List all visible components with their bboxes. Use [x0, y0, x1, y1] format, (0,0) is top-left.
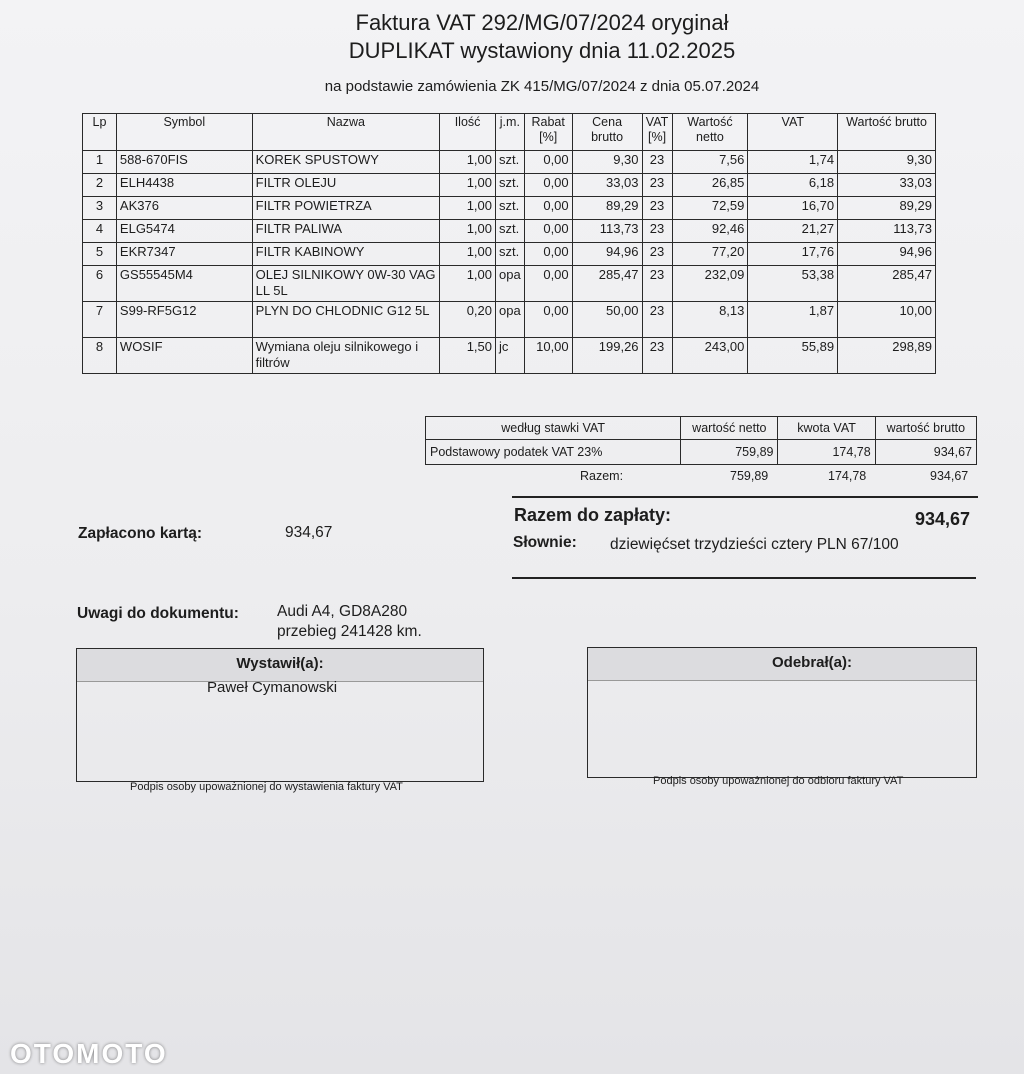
table-cell: 17,76	[748, 243, 838, 266]
receiver-box-title: Odebrał(a):	[771, 654, 852, 671]
table-cell: 285,47	[838, 266, 936, 302]
table-cell: 1,00	[440, 197, 496, 220]
table-cell: 89,29	[838, 197, 936, 220]
issuer-name: Paweł Cymanowski	[207, 679, 338, 696]
table-cell: 5	[83, 243, 117, 266]
items-column-header: Lp	[83, 114, 117, 151]
total-divider-top	[512, 496, 978, 498]
table-cell: 232,09	[672, 266, 748, 302]
table-cell: opa	[496, 266, 525, 302]
table-cell: 26,85	[672, 174, 748, 197]
table-cell: 10,00	[524, 338, 572, 374]
table-cell: 0,00	[524, 151, 572, 174]
vat-column-header: kwota VAT	[778, 417, 875, 440]
table-cell: 0,00	[524, 243, 572, 266]
table-cell: 23	[642, 151, 672, 174]
table-cell: 243,00	[672, 338, 748, 374]
table-cell: 23	[642, 302, 672, 338]
items-column-header: j.m.	[496, 114, 525, 151]
duplicate-line: DUPLIKAT wystawiony dnia 11.02.2025	[348, 38, 736, 63]
items-body	[83, 151, 936, 374]
table-cell: szt.	[496, 174, 525, 197]
table-cell: 23	[642, 197, 672, 220]
notes-label: Uwagi do dokumentu:	[77, 605, 239, 622]
table-cell: 1,00	[440, 243, 496, 266]
items-column-header: Symbol	[116, 114, 252, 151]
table-cell: 199,26	[572, 338, 642, 374]
table-cell: 94,96	[572, 243, 642, 266]
vat-cell: 759,89	[681, 440, 778, 465]
table-cell: 72,59	[672, 197, 748, 220]
table-cell: AK376	[116, 197, 252, 220]
table-cell: FILTR PALIWA	[252, 220, 439, 243]
table-cell: 0,00	[524, 197, 572, 220]
items-column-header: Rabat [%]	[524, 114, 572, 151]
in-words-value: dziewięćset trzydzieści cztery PLN 67/100	[610, 536, 899, 553]
table-cell: 1	[83, 151, 117, 174]
otomoto-watermark: OTOMOTO	[10, 1038, 168, 1069]
table-cell: 94,96	[838, 243, 936, 266]
amount-due-value: 934,67	[915, 509, 971, 529]
table-cell: 8,13	[672, 302, 748, 338]
table-row	[83, 243, 936, 266]
table-cell: 16,70	[748, 197, 838, 220]
table-cell: 33,03	[572, 174, 642, 197]
table-cell: 0,00	[524, 266, 572, 302]
table-cell: GS55545M4	[116, 266, 252, 302]
table-cell: szt.	[496, 243, 525, 266]
vat-cell: 934,67	[875, 440, 976, 465]
table-cell: KOREK SPUSTOWY	[252, 151, 439, 174]
table-cell: 0,00	[524, 174, 572, 197]
table-row	[83, 338, 936, 374]
table-cell: OLEJ SILNIKOWY 0W-30 VAG LL 5L	[252, 266, 439, 302]
vat-rate-row	[426, 440, 977, 465]
items-column-header: VAT [%]	[642, 114, 672, 151]
items-column-header: Cena brutto	[572, 114, 642, 151]
table-row	[83, 197, 936, 220]
items-column-header: VAT	[748, 114, 838, 151]
items-table	[82, 113, 936, 374]
order-reference: na podstawie zamówienia ZK 415/MG/07/2024 z dnia 05.07.2024	[324, 78, 760, 95]
notes-mileage: przebieg 241428 km.	[277, 623, 422, 640]
items-column-header: Wartość netto	[672, 114, 748, 151]
issuer-box-title: Wystawił(a):	[236, 655, 324, 672]
table-cell: 23	[642, 338, 672, 374]
table-cell: ELG5474	[116, 220, 252, 243]
items-column-header: Ilość	[440, 114, 496, 151]
table-cell: 285,47	[572, 266, 642, 302]
vat-total-netto: 759,89	[730, 469, 769, 483]
table-cell: 23	[642, 220, 672, 243]
vat-cell: Podstawowy podatek VAT 23%	[426, 440, 681, 465]
table-cell: 113,73	[838, 220, 936, 243]
table-cell: FILTR OLEJU	[252, 174, 439, 197]
in-words-label: Słownie:	[513, 534, 577, 551]
amount-due-label: Razem do zapłaty:	[514, 505, 672, 525]
table-cell: 53,38	[748, 266, 838, 302]
table-cell: 4	[83, 220, 117, 243]
notes-vehicle: Audi A4, GD8A280	[277, 603, 408, 620]
table-cell: jc	[496, 338, 525, 374]
table-cell: WOSIF	[116, 338, 252, 374]
table-cell: 0,00	[524, 220, 572, 243]
paid-by-card-value: 934,67	[285, 524, 333, 541]
table-cell: 7	[83, 302, 117, 338]
vat-cell: 174,78	[778, 440, 875, 465]
table-cell: 9,30	[572, 151, 642, 174]
table-cell: 8	[83, 338, 117, 374]
table-cell: szt.	[496, 220, 525, 243]
table-cell: 6,18	[748, 174, 838, 197]
vat-total-label: Razem:	[580, 469, 624, 483]
vat-column-header: wartość brutto	[875, 417, 976, 440]
table-row	[83, 302, 936, 338]
table-cell: 23	[642, 266, 672, 302]
table-cell: 1,50	[440, 338, 496, 374]
table-cell: 1,00	[440, 151, 496, 174]
receiver-box-caption: Podpis osoby upoważnionej do odbioru faktury VAT	[653, 775, 904, 787]
table-cell: PLYN DO CHLODNIC G12 5L	[252, 302, 439, 338]
paid-by-card-label: Zapłacono kartą:	[78, 525, 203, 542]
table-cell: szt.	[496, 197, 525, 220]
table-cell: 7,56	[672, 151, 748, 174]
table-cell: 1,74	[748, 151, 838, 174]
table-row	[83, 174, 936, 197]
table-cell: FILTR POWIETRZA	[252, 197, 439, 220]
table-cell: opa	[496, 302, 525, 338]
table-cell: 23	[642, 174, 672, 197]
vat-column-header: według stawki VAT	[426, 417, 681, 440]
vat-column-header: wartość netto	[681, 417, 778, 440]
table-cell: 1,87	[748, 302, 838, 338]
issuer-box-caption: Podpis osoby upoważnionej do wystawienia faktury VAT	[130, 781, 403, 793]
table-cell: 23	[642, 243, 672, 266]
table-cell: 298,89	[838, 338, 936, 374]
table-cell: 9,30	[838, 151, 936, 174]
table-cell: 1,00	[440, 266, 496, 302]
table-cell: 21,27	[748, 220, 838, 243]
table-cell: 588-670FIS	[116, 151, 252, 174]
items-column-header: Wartość brutto	[838, 114, 936, 151]
table-cell: EKR7347	[116, 243, 252, 266]
total-divider-bottom	[512, 577, 976, 579]
table-cell: ELH4438	[116, 174, 252, 197]
table-cell: 1,00	[440, 174, 496, 197]
table-cell: S99-RF5G12	[116, 302, 252, 338]
table-cell: 10,00	[838, 302, 936, 338]
table-cell: 89,29	[572, 197, 642, 220]
table-cell: 3	[83, 197, 117, 220]
vat-total-brutto: 934,67	[930, 469, 969, 483]
receiver-signature-box	[587, 647, 977, 778]
table-cell: 92,46	[672, 220, 748, 243]
table-cell: 50,00	[572, 302, 642, 338]
table-cell: 55,89	[748, 338, 838, 374]
table-cell: 77,20	[672, 243, 748, 266]
table-cell: 33,03	[838, 174, 936, 197]
table-cell: Wymiana oleju silnikowego i filtrów	[252, 338, 439, 374]
invoice-title: Faktura VAT 292/MG/07/2024 oryginał	[355, 10, 729, 35]
table-row	[83, 220, 936, 243]
table-row	[83, 151, 936, 174]
table-row	[83, 266, 936, 302]
vat-summary-table	[425, 416, 977, 465]
items-column-header: Nazwa	[252, 114, 439, 151]
table-cell: 113,73	[572, 220, 642, 243]
issuer-signature-box	[76, 648, 484, 782]
table-cell: 6	[83, 266, 117, 302]
vat-header-row	[426, 417, 977, 440]
table-cell: 0,20	[440, 302, 496, 338]
items-header-row	[83, 114, 936, 151]
table-cell: FILTR KABINOWY	[252, 243, 439, 266]
table-cell: szt.	[496, 151, 525, 174]
vat-total-vat: 174,78	[828, 469, 867, 483]
table-cell: 1,00	[440, 220, 496, 243]
table-cell: 2	[83, 174, 117, 197]
table-cell: 0,00	[524, 302, 572, 338]
